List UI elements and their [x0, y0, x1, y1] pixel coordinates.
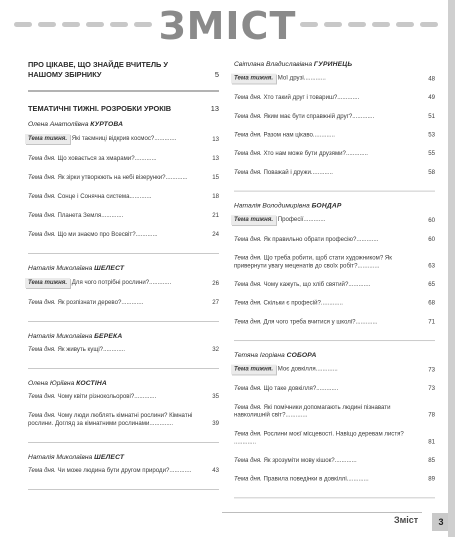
author-first-name: Тетяна Ігорівна: [234, 351, 285, 359]
toc-entry-label: Тема дня.: [234, 254, 262, 262]
toc-entry-label: Тема дня.: [234, 112, 262, 120]
toc-entry-body: [234, 385, 435, 393]
toc-entry-body: [28, 467, 219, 475]
toc-day-entry[interactable]: [234, 385, 435, 393]
toc-page-number: 48: [428, 75, 435, 83]
toc-entry-label: Тема дня.: [234, 299, 262, 307]
toc-page-number: 13: [212, 136, 219, 143]
toc-day-entry[interactable]: [234, 457, 435, 465]
author-first-name: Наталія Володимирівна: [234, 202, 310, 210]
week-highlight: [231, 365, 276, 375]
toc-entry-label: Тема дня.: [234, 131, 262, 139]
toc-page-number: 53: [428, 131, 435, 139]
author-section: [28, 453, 219, 490]
author-section: [28, 332, 219, 369]
author-name: [28, 120, 219, 129]
toc-entry-body: [234, 457, 435, 465]
toc-page-number: 60: [428, 217, 435, 225]
header-decoration-right: [300, 22, 440, 27]
author-last-name: БОНДАР: [311, 202, 342, 210]
toc-page-number: 35: [212, 393, 219, 400]
toc-entry-title: Разом нам цікаво: [263, 131, 313, 139]
toc-entry-title: Чи може людина бути другом природи?: [57, 467, 170, 474]
toc-entry-body: [28, 155, 219, 163]
author-first-name: Наталія Миколаївна: [28, 333, 93, 340]
toc-entry-label: Тема дня.: [234, 318, 262, 326]
author-name: [28, 453, 219, 462]
toc-entry-title: Професії: [277, 216, 304, 224]
leader-dots: .............: [165, 174, 188, 181]
toc-day-entry[interactable]: [234, 150, 435, 158]
toc-entry-label: Тема тижня.: [234, 365, 274, 373]
leader-dots: .............: [312, 131, 335, 139]
toc-entry-title: Що треба робити, щоб стати художником? Як привернути увагу меценатів до своїх робіт?: [234, 254, 392, 270]
toc-right-blocks: [234, 60, 435, 498]
toc-day-entry[interactable]: [28, 467, 219, 475]
leader-dots: .............: [134, 155, 157, 162]
toc-entry-label: Тема дня.: [28, 467, 56, 474]
toc-week-entry[interactable]: [28, 134, 219, 144]
toc-page-number: 65: [428, 281, 435, 288]
author-first-name: Олена Анатоліївна: [28, 121, 89, 128]
toc-entry-body: [28, 212, 219, 220]
toc-entry-label: Тема дня.: [28, 346, 56, 353]
author-section: [234, 201, 435, 341]
dash-segment: [324, 22, 342, 27]
toc-page-number: 43: [212, 467, 219, 474]
toc-entry-title: Як зрозуміти мову кішок?: [263, 457, 335, 464]
toc-entry-title: Що таке довкілля?: [263, 385, 317, 393]
leader-dots: .............: [348, 281, 371, 288]
author-last-name: БЕРЕКА: [94, 333, 123, 340]
author-last-name: КУРТОВА: [90, 121, 124, 128]
toc-entry-title: Як правильно обрати професію?: [263, 235, 357, 243]
toc-entry-title: Як зірки утворюють на небі візерунки?: [57, 174, 166, 181]
toc-entry-title: Чому люди люблять кімнатні рослини? Кімнатні рослини. Догляд за кімнатними рослинами.: [28, 412, 193, 427]
leader-dots: .............: [103, 346, 126, 353]
toc-entry-title: Скільки є професій?: [263, 299, 321, 307]
author-name: [234, 201, 435, 210]
toc-day-entry[interactable]: [28, 346, 219, 354]
toc-week-entry[interactable]: [234, 365, 435, 375]
dash-segment: [396, 22, 414, 27]
toc-page-number: 24: [212, 231, 219, 238]
toc-entry-label: Тема дня.: [234, 94, 262, 102]
toc-day-entry[interactable]: [28, 412, 219, 428]
leader-dots: .............: [320, 299, 343, 307]
toc-entry-body: [234, 281, 435, 289]
toc-day-entry[interactable]: [28, 231, 219, 239]
footer-rule: [222, 512, 422, 525]
toc-entry-title: Що ми знаємо про Всесвіт?: [57, 231, 136, 238]
toc-page-number: 73: [428, 366, 435, 374]
leader-dots: .............: [234, 438, 257, 446]
leader-dots: .............: [334, 457, 357, 464]
toc-entry-body: [234, 476, 435, 484]
leader-dots: .............: [357, 262, 380, 270]
toc-day-entry[interactable]: [28, 212, 219, 220]
toc-entry-label: Тема тижня.: [234, 216, 274, 224]
toc-intro-entry[interactable]: [28, 104, 219, 114]
toc-entry-title: Мої друзі: [277, 74, 304, 82]
toc-day-entry[interactable]: [28, 393, 219, 401]
toc-entry-label: Тема дня.: [28, 174, 56, 181]
toc-entry-title: Для чого потрібні рослини?: [71, 279, 150, 286]
toc-entry-body: [28, 174, 219, 182]
toc-entry-title: Хто такий друг і товариш?: [263, 94, 338, 102]
toc-entry-body: [234, 113, 435, 121]
toc-week-entry[interactable]: [234, 215, 435, 225]
leader-dots: .............: [129, 193, 152, 200]
toc-page-number: 71: [428, 318, 435, 326]
toc-entry-body: [234, 404, 435, 420]
toc-entry-body: [28, 193, 219, 201]
week-highlight: [231, 74, 276, 84]
leader-dots: .............: [285, 411, 308, 419]
toc-entry-label: Тема дня.: [234, 475, 262, 483]
leader-dots: .............: [352, 112, 375, 120]
toc-page-number: 63: [428, 262, 435, 270]
toc-day-entry[interactable]: [234, 113, 435, 121]
toc-day-entry[interactable]: [234, 430, 435, 446]
toc-page-number: 89: [428, 475, 435, 483]
author-section: [234, 60, 435, 192]
leader-dots: .............: [315, 365, 338, 373]
toc-entry-label: Тема дня.: [234, 385, 262, 393]
author-last-name: ШЕЛЕСТ: [94, 454, 125, 461]
leader-dots: .............: [151, 420, 174, 427]
toc-entry-body: [234, 169, 435, 177]
toc-day-entry[interactable]: [234, 281, 435, 289]
page-number: 3: [432, 513, 450, 531]
toc-day-entry[interactable]: [28, 299, 219, 307]
toc-day-entry[interactable]: [28, 193, 219, 201]
leader-dots: .............: [135, 231, 158, 238]
toc-entry-title: Моє довкілля: [277, 365, 316, 373]
toc-entry-title: Які таємниці відкрив космос?: [71, 135, 155, 142]
toc-left-blocks: [28, 120, 219, 490]
author-last-name: КОСТІНА: [76, 380, 107, 387]
toc-entry-body: [234, 365, 435, 375]
dash-segment: [300, 22, 318, 27]
page-title: ЗМІСТ: [158, 4, 297, 48]
toc-entry-body: [234, 318, 435, 326]
toc-page-number: 27: [212, 299, 219, 306]
leader-dots: .............: [149, 279, 172, 286]
toc-page-number: 81: [428, 438, 435, 446]
leader-dots: .............: [169, 467, 192, 474]
toc-page-number: 5: [214, 70, 219, 79]
toc-entry-title: Правила поведінки в довкіллі: [263, 475, 347, 483]
toc-entry-title: Рослини моєї місцевості. Навіщо деревам листя?: [263, 430, 404, 438]
author-first-name: Наталія Миколаївна: [28, 265, 93, 272]
toc-entry-title: Як живуть кущі?: [57, 346, 104, 353]
toc-day-entry[interactable]: [234, 404, 435, 420]
author-section: [28, 264, 219, 322]
toc-entry-body: [234, 94, 435, 102]
toc-page-number: 73: [428, 385, 435, 393]
toc-entry-label: Тема дня.: [28, 299, 56, 306]
toc-entry-label: Тема дня.: [28, 412, 56, 419]
toc-entry-label: Тема дня.: [234, 150, 262, 158]
toc-entry-body: [234, 215, 435, 225]
leader-dots: .............: [316, 385, 339, 393]
week-highlight: [25, 278, 70, 288]
toc-entry-label: Тема дня.: [28, 212, 56, 219]
toc-right-column: [234, 54, 435, 508]
author-first-name: Наталія Миколаївна: [28, 454, 93, 461]
toc-entry-label: Тема дня.: [28, 155, 56, 162]
toc-entry-label: Тема дня.: [234, 457, 262, 464]
toc-entry-title: Поважай і дружи: [263, 169, 311, 176]
dash-segment: [372, 22, 390, 27]
toc-entry-body: [234, 255, 435, 271]
author-last-name: ШЕЛЕСТ: [94, 265, 125, 272]
toc-page-number: 18: [212, 193, 219, 200]
toc-entry-title: Для чого треба вчитися у школі?: [263, 318, 356, 326]
toc-intro-entry[interactable]: [28, 60, 219, 80]
toc-page-number: 32: [212, 346, 219, 353]
toc-day-entry[interactable]: [234, 255, 435, 271]
toc-entry-body: [234, 150, 435, 158]
leader-dots: .............: [121, 299, 144, 306]
toc-entry-label: Тема тижня.: [28, 279, 68, 286]
toc-entry-label: Тема тижня.: [28, 135, 68, 142]
toc-entry-label: Тема дня.: [28, 393, 56, 400]
toc-entry-title: Які помічники допомагають людині пізнавати навколишній світ?: [234, 403, 391, 419]
toc-entry-body: [28, 393, 219, 401]
week-highlight: [25, 134, 70, 144]
toc-day-entry[interactable]: [234, 132, 435, 140]
author-name: [28, 379, 219, 388]
leader-dots: .............: [337, 94, 360, 102]
toc-week-entry[interactable]: [234, 74, 435, 84]
leader-dots: .............: [101, 212, 124, 219]
author-first-name: Олена Юріївна: [28, 380, 75, 387]
toc-day-entry[interactable]: [234, 476, 435, 484]
toc-day-entry[interactable]: [234, 236, 435, 244]
toc-day-entry[interactable]: [234, 169, 435, 177]
toc-entry-label: Тема тижня.: [234, 74, 274, 82]
toc-entry-title: Що ховається за хмарами?: [57, 155, 135, 162]
author-name: [234, 60, 435, 69]
author-section: [28, 379, 219, 443]
toc-entry-label: Тема дня.: [28, 193, 56, 200]
toc-entry-label: Тема дня.: [234, 403, 262, 411]
toc-page-number: 39: [212, 420, 219, 427]
author-first-name: Світлана Владиславівна: [234, 60, 313, 68]
author-name: [234, 351, 435, 360]
week-highlight: [231, 215, 276, 225]
toc-entry-title: Чому квіти різнокольорові?: [57, 393, 135, 400]
toc-page-number: 21: [212, 212, 219, 219]
toc-page-number: 78: [428, 411, 435, 419]
toc-page-number: 13: [210, 104, 219, 113]
toc-day-entry[interactable]: [234, 318, 435, 326]
toc-day-entry[interactable]: [234, 94, 435, 102]
toc-page-number: 55: [428, 150, 435, 158]
leader-dots: .............: [303, 74, 326, 82]
toc-entry-label: Тема дня.: [28, 231, 56, 238]
toc-entry-title: Планета Земля: [57, 212, 102, 219]
toc-entry-body: [28, 278, 219, 288]
leader-dots: .............: [355, 318, 378, 326]
toc-entry-body: [234, 430, 435, 446]
leader-dots: .............: [356, 235, 379, 243]
toc-day-entry[interactable]: [28, 155, 219, 163]
toc-entry-label: Тема дня.: [234, 430, 262, 438]
leader-dots: .............: [154, 135, 177, 142]
toc-page-number: 51: [428, 112, 435, 120]
leader-dots: .............: [346, 475, 369, 483]
toc-entry-body: [28, 134, 219, 144]
dash-segment: [420, 22, 438, 27]
toc-entry-label: Тема дня.: [234, 281, 262, 288]
leader-dots: .............: [310, 169, 333, 176]
toc-entry-body: [28, 299, 219, 307]
toc-entry-body: [234, 132, 435, 140]
toc-entry-title: Сонце і Сонячна система: [57, 193, 130, 200]
toc-intro-title: ТЕМАТИЧНІ ТИЖНІ. РОЗРОБКИ УРОКІВ: [28, 104, 172, 113]
toc-intro-title: ПРО ЦІКАВЕ, ЩО ЗНАЙДЕ ВЧИТЕЛЬ У НАШОМУ ЗБІРНИКУ: [28, 60, 168, 79]
toc-page-number: 49: [428, 94, 435, 102]
toc-entry-body: [28, 346, 219, 354]
author-section: [234, 351, 435, 498]
toc-entry-body: [28, 231, 219, 239]
toc-entry-body: [234, 300, 435, 308]
toc-left-column: [28, 54, 219, 500]
dash-segment: [348, 22, 366, 27]
author-last-name: СОБОРА: [286, 351, 317, 359]
toc-entry-label: Тема дня.: [234, 235, 262, 243]
toc-entry-title: Як розпізнати дерево?: [57, 299, 122, 306]
toc-page-number: 13: [212, 155, 219, 162]
toc-entry-label: Тема дня.: [234, 169, 262, 176]
leader-dots: .............: [303, 216, 326, 224]
toc-entry-title: Хто нам може бути друзями?: [263, 150, 346, 158]
author-last-name: ГУРИНЕЦЬ: [313, 60, 353, 68]
toc-page-number: 60: [428, 235, 435, 243]
toc-day-entry[interactable]: [234, 300, 435, 308]
toc-entry-body: [234, 236, 435, 244]
toc-page-number: 68: [428, 299, 435, 307]
toc-page-number: 58: [428, 169, 435, 176]
section-divider: [28, 90, 219, 92]
author-section: [28, 120, 219, 254]
toc-page-number: 26: [212, 280, 219, 287]
toc-day-entry[interactable]: [28, 174, 219, 182]
toc-page-number: 85: [428, 457, 435, 464]
toc-entry-body: [234, 74, 435, 84]
toc-entry-title: Чому кажуть, що хліб святий?: [263, 281, 349, 288]
toc-entry-title: Яким має бути справжній друг?: [263, 112, 353, 120]
toc-page-number: 15: [212, 174, 219, 181]
author-name: [28, 264, 219, 273]
page-edge-bar: [448, 0, 455, 537]
toc-week-entry[interactable]: [28, 278, 219, 288]
leader-dots: .............: [134, 393, 157, 400]
footer-label: Зміст: [394, 515, 419, 525]
toc-entry-body: [28, 412, 219, 428]
leader-dots: .............: [345, 150, 368, 158]
author-name: [28, 332, 219, 341]
